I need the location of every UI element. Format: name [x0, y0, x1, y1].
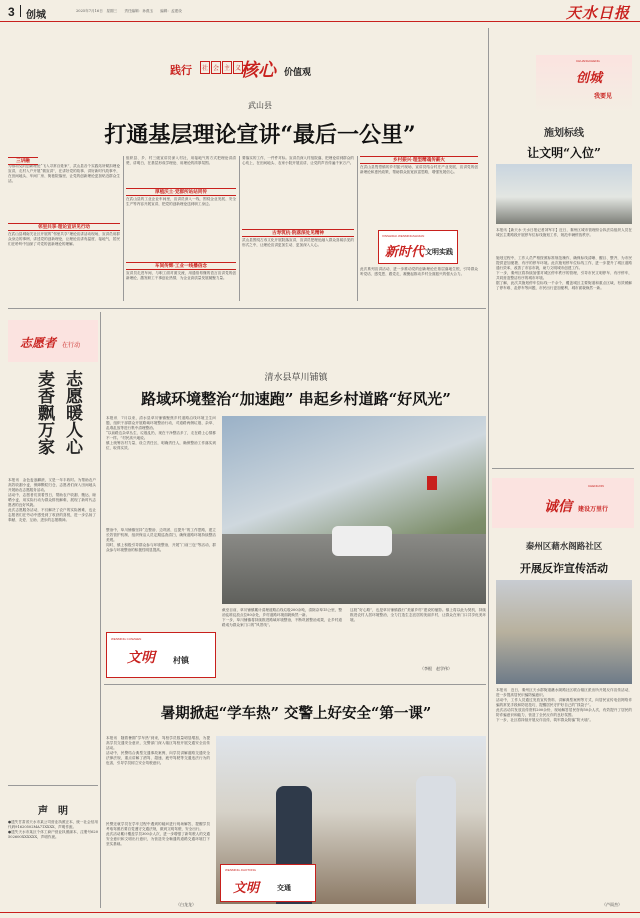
volunteer-banner — [8, 320, 98, 362]
volunteer-body: 本报讯 金色麦浪翻滚，又是一年丰收时。为帮助农户高效收割小麦，保障颗粒归仓，志愿者们深入田间地头开展助农志愿服务活动。 活动中，志愿者们顶着烈日，帮助农户收割、搬运、晾晒小麦，用实际行动为群众排忧解难，展现了新时代志愿者的良好风貌。 此次志愿服务活动，不仅解决了农户的实际困难，也让志愿者们在劳动中感受到了收获的喜悦，进一步弘扬了奉献、友爱、互助、进步的志愿精神。 — [8, 478, 96, 522]
lead-subhead-6: 乡村振兴·理型精魂传薪火 — [360, 156, 478, 164]
mid-body-col1b: 整治中，草川铺镇坚持“边整治、边巩固、边提升”的工作思路，建立长效管护机制，组织保洁人员定期巡查清扫，确保道路环境持续整洁美观。 同时，镇上积极引导群众参与环境整治，开展“门前三包”等活动，群众参与环境整治的积极性明显提高。 — [106, 528, 216, 552]
page-section-name: 创城 — [26, 10, 46, 21]
lead-col1-body: 在武山县城南关社区开展的“邻里共享”理论宣讲活动现场，宣讲员用群众身边的事例，讲述党的创新理论，让理论宣讲有温度、接地气，居民们在聆听中加深了对党的创新理论的理解。 — [8, 232, 120, 246]
lead-col2-body-2: 宣讲员走进车间，与职工面对面交流，用通俗易懂的语言宣讲党的创新理论，激发职工干事创业热情，为企业高质量发展凝聚力量。 — [126, 271, 236, 280]
integrity-logo-cn: 诚信 — [544, 499, 572, 515]
newspaper-masthead: 天水日报 — [565, 4, 630, 22]
lead-subhead-5: 古寿筑杭·院落深处见精神 — [242, 229, 354, 237]
mid-body-col1: 本报讯 7月以来，清水县草川铺镇聚焦乡村道路沿线环境卫生问题，组织干部群众开展路域环境整治行动，对道路两侧垃圾、杂草、乱堆乱放等进行集中清理整治。 “以前路边杂草丛生、垃圾乱扔，现在干净整洁多了，走在路上心情都不一样。”村民高兴地说。 镇上统筹各村力量，设立责任区，明确责任人，确保整治工作落实到位、取得实效。 — [106, 416, 216, 450]
volunteer-banner-sub: 在行动 — [62, 342, 81, 349]
right-top-caption: 本报讯【新天水·天水日报记者刘军宇】近日，秦州区城市管理综合执法局组织人员在城区主要路段开展停车位标线施划工作，规范车辆停放秩序。 — [496, 228, 632, 237]
page-number: 3 — [8, 5, 15, 19]
page-meta: 2025年7月16日 星期三 责任编辑：孙燕玉 编辑：孟建设 — [76, 9, 182, 13]
village-logo-label: 文明 — [127, 650, 155, 666]
integrity-logo-sub: 建设万里行 — [578, 506, 609, 513]
right-top-headline: 让文明“入位” — [527, 146, 601, 160]
right-logo-sub: 我要见 — [594, 93, 613, 100]
lead-col4-body: 此次系列宣讲活动，进一步推动党的创新理论在基层落地生根，引导群众听党话、感党恩、跟党走，凝聚起推动乡村全面振兴的强大合力。 — [360, 267, 478, 276]
right-top-kicker: 施划标线 — [544, 128, 584, 139]
volunteer-title-col2: 麦香飘万家 — [34, 370, 54, 455]
core-values-banner — [170, 58, 370, 80]
mid-road-photo — [222, 416, 486, 604]
new-era-civilization-logo — [378, 230, 458, 264]
right-logo-cn: 创城 — [576, 71, 603, 86]
village-logo-tag: WENMING CUNZHEN — [111, 637, 142, 641]
lead-subhead-2: 邻里共享·理论宣讲见行动 — [8, 223, 120, 231]
page-header — [0, 0, 640, 22]
traffic-logo-sub: 交通 — [277, 883, 291, 892]
white-suv — [332, 526, 392, 556]
right-logo-en: CHUANGCHENG — [576, 59, 600, 63]
banner-left-text: 践行 — [170, 64, 192, 77]
lead-col1-intro: 为推动党的创新理论“飞入寻常百姓家”，武山县各个实践站所紧扣理论宣讲，走村入户开展“微宣讲”，在讲好党的故事、讲好新时代故事中，在田间地头、车间厂房、街巷院落里，让党的创新理论更加贴近群众生活。 — [8, 164, 120, 183]
volunteer-banner-title: 志愿者 — [20, 336, 57, 350]
lead-kicker: 武山县 — [248, 101, 272, 110]
banner-box-3: 主 — [222, 61, 232, 74]
traffic-logo-label: 文明 — [233, 881, 260, 896]
right-mid-kicker: 秦州区藉水阁路社区 — [525, 542, 603, 552]
traffic-logo-tag: WENMING JIAOTONG — [225, 868, 256, 872]
right-mid-body: 本报讯 近日，秦州区天水郡街道藉水阁路社区联合辖区派出所开展反诈宣传活动，进一步提高居民识骗防骗意识。 活动中，工作人员通过发放宣传资料、讲解典型案例等方式，向居民宣传电信网络诈骗的常见手段和防范技巧，提醒居民守护好自己的“钱袋子”。 此次活动共发放宣传资料200余份，现场解答居民咨询50余人次，有效提升了居民的防诈骗意识和能力，营造了全民反诈的良好氛围。 下一步，社区将持续开展反诈宣传，筑牢群众防骗“防火墙”。 — [496, 688, 632, 722]
chuangcheng-logo — [536, 55, 632, 113]
statement-title: 声 明 — [38, 806, 68, 817]
banner-box-1: 社 — [200, 61, 210, 74]
village-logo-sub: 村镇 — [173, 655, 189, 665]
right-mid-photo — [496, 580, 632, 684]
logo-sub: 文明实践 — [425, 247, 453, 256]
bottom-author: （白龙龙） — [176, 902, 196, 907]
mid-body-col2: 截至目前，草川铺镇累计清理道路沿线垃圾200余吨，清除杂草15公里，整治乱堆乱放点位80余处，乡村道路环境面貌焕然一新。 下一步，草川铺镇将持续推进路域环境整治，不断巩固整治成果，让乡村道路成为群众家门口的“风景线”。 — [222, 608, 342, 627]
integrity-logo — [492, 478, 634, 528]
lead-col2-intro: 组织县、乡、村三级宣讲员深入村社，用接地气的方式把理论讲清楚、讲明白，在基层形成学理论、用理论的浓厚氛围。 — [126, 156, 236, 165]
banner-right-text: 价值观 — [284, 68, 312, 78]
right-top-body: 施划过程中，工作人员严格按照标准规范操作，确保标线清晰、醒目、整齐，为市民提供更加便捷、有序的停车环境。此次施划停车位标线工作，进一步提升了城区道路通行效率，改善了市容市貌，助力文明城市创建工作。 下一步，秦州区将持续加强对城区停车秩序的管理，引导市民文明停车、有序停车，共同营造整洁有序的城市环境。 据了解，此次共施划停车位标线一千余个，覆盖城区主要街道和重点区域，有效缓解了停车难、乱停车等问题，市民出行更加便利，城市面貌焕然一新。 — [496, 256, 632, 290]
mid-headline: 路域环境整治“加速跑” 串起乡村道路“好风光” — [141, 390, 451, 408]
volunteer-title-col1: 志愿暖人心 — [62, 370, 82, 455]
lead-subhead-1: 三讲融 — [8, 157, 38, 165]
lead-col2-body: 在武山县的工业企业车间里，宣讲员深入一线，围绕企业发展、安全生产等内容开展宣讲，把党的创新理论送到职工身边。 — [126, 197, 236, 206]
red-flag — [427, 476, 437, 490]
civilized-traffic-logo — [220, 864, 316, 902]
lead-subhead-4: 车间传辉·工业一线播信念 — [126, 262, 236, 270]
lead-headline: 打通基层理论宣讲“最后一公里” — [104, 122, 416, 148]
lead-subhead-3: 厚植沃土·党群所站站同传 — [126, 188, 236, 196]
lead-col3-intro: 要落实的工作，一件件对标。宣讲员深入村组院落，把理论讲到群众的心坎上，在田间地头、农家小院开展宣讲，让党的声音传遍千家万户。 — [242, 156, 354, 165]
police-figure — [416, 776, 456, 904]
mid-body-col3: 这段“好心路”，也是草川铺镇践行“美丽乡村”建设的缩影。镇上将以此为契机，持续推进农村人居环境整治，全力打造生态宜居的美丽乡村，让群众在家门口共享优美环境。 — [350, 608, 486, 622]
lead-col3-body: 武山县围绕古寿文化开展院落宣讲，宣讲员把理论融入群众喜闻乐见的形式之中，让理论宣讲更加生动、更加深入人心。 — [242, 238, 354, 247]
mid-kicker: 清水县草川铺镇 — [264, 373, 328, 383]
lead-col4-intro: 在武山县鸳鸯镇的乡村振兴现场，宣讲员结合村庄产业发展，宣讲党的创新理论和惠民政策，帮助群众拓宽致富思路，增强发展信心。 — [360, 165, 478, 174]
integrity-logo-en: CHENGXIN — [588, 484, 604, 488]
right-mid-headline: 开展反诈宣传活动 — [520, 562, 608, 575]
bottom-body-col1b: 民警还就学员在学车过程中遇到的疑问进行现场解答，提醒学员考取驾照后要自觉遵守交通法规，做到文明驾驶、安全出行。 此次活动累计覆盖学员300余人次，进一步增强了新驾驶人的交通安全意识和文明出行意识，为营造安全畅通的道路交通环境打下坚实基础。 — [106, 822, 210, 846]
logo-tag-text: XINSHIDAI·WENMINGSHIJIAN — [382, 234, 425, 238]
right-top-photo — [496, 164, 632, 224]
civilized-village-logo — [106, 632, 216, 678]
logo-label: 新时代 — [385, 245, 425, 260]
statement-body: ●遗失甘肃省天水市某公司营业执照正本，统一社会信用代码91620502MA71XXXX，声明作废。 ●遗失天水市某区个体工商户营业执照副本，注册号620502600XXXXXX，声明作废。 — [8, 820, 98, 839]
mid-author: （李根 赵学伟） — [420, 666, 452, 671]
banner-box-4: 义 — [233, 61, 243, 74]
bottom-body-col1: 本报讯 随着暑期“学车热”到来，驾校学员数量明显增加，为提高学员交通安全意识，交警部门深入辖区驾校开展交通安全宣传活动。 活动中，民警结合典型交通事故案例，向学员讲解道路交通安全法律法规，重点讲解了酒驾、超速、疲劳驾驶等交通违法行为的危害，引导学员树立安全驾驶意识。 — [106, 736, 210, 765]
banner-box-2: 会 — [211, 61, 221, 74]
banner-script-text: 核心 — [240, 60, 276, 81]
bottom-headline: 暑期掀起“学车热” 交警上好安全“第一课” — [160, 705, 432, 722]
right-mid-author: （卢雨杰） — [602, 902, 622, 907]
